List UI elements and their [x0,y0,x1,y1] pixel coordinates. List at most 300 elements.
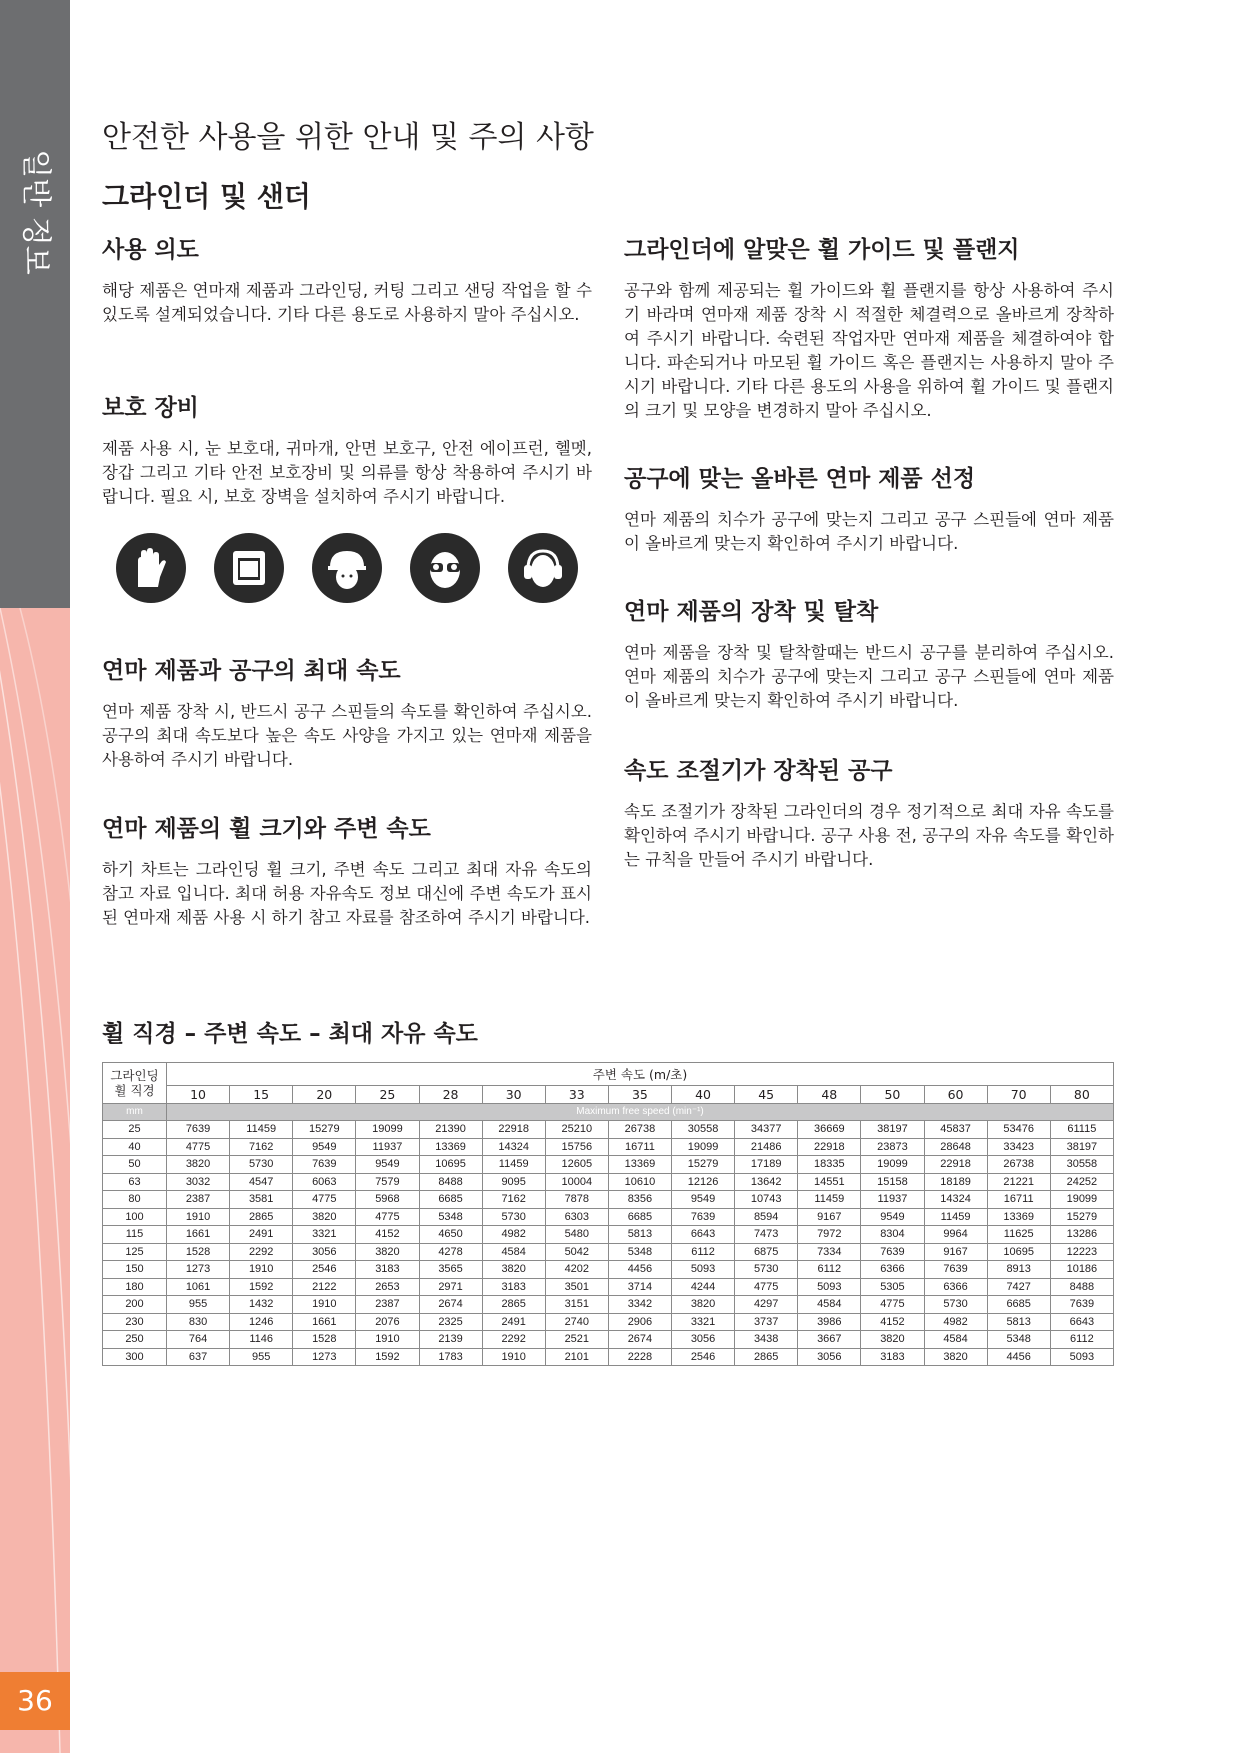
speed-cell: 6366 [861,1261,924,1279]
speed-cell: 830 [167,1313,230,1331]
speed-cell: 19099 [1050,1191,1113,1209]
speed-cell: 2292 [230,1243,293,1261]
speed-cell: 4982 [482,1226,545,1244]
speed-cell: 5348 [987,1331,1050,1349]
gloves-icon [116,533,186,603]
speed-cell: 22918 [924,1156,987,1174]
speed-cell: 11459 [482,1156,545,1174]
face-shield-icon [214,533,284,603]
speed-cell: 7162 [230,1138,293,1156]
speed-cell: 11937 [861,1191,924,1209]
unit-rpm: Maximum free speed (min⁻¹) [167,1103,1114,1121]
speed-cell: 5813 [987,1313,1050,1331]
speed-cell: 7639 [167,1121,230,1139]
speed-cell: 4278 [419,1243,482,1261]
speed-cell: 36669 [798,1121,861,1139]
speed-cell: 8594 [735,1208,798,1226]
speed-cell: 1061 [167,1278,230,1296]
speed-cell: 2674 [419,1296,482,1314]
corner-label-2: 휠 직경 [114,1082,155,1098]
wheel-diameter-cell: 230 [103,1313,167,1331]
section-body: 연마 제품의 치수가 공구에 맞는지 그리고 공구 스핀들에 연마 제품이 올바르게 맞는지 확인하여 주시기 바랍니다. [624,510,1114,553]
speed-cell: 6063 [293,1173,356,1191]
speed-cell: 8304 [861,1226,924,1244]
speed-cell: 1528 [293,1331,356,1349]
speed-cell: 3501 [545,1278,608,1296]
speed-cell: 1910 [167,1208,230,1226]
speed-cell: 30558 [672,1121,735,1139]
speed-cell: 1910 [230,1261,293,1279]
section-body: 연마 제품 장착 시, 반드시 공구 스핀들의 속도를 확인하여 주십시오. 공구의 최대 속도보다 높은 속도 사양을 가지고 있는 연마재 제품을 사용하여 주시기 바랍니다. [102,702,592,769]
speed-cell: 10743 [735,1191,798,1209]
speed-column-header: 33 [545,1086,608,1104]
speed-column-header: 30 [482,1086,545,1104]
speed-cell: 2546 [672,1348,735,1366]
speed-cell: 3183 [861,1348,924,1366]
speed-cell: 6685 [419,1191,482,1209]
table-row [103,1313,1114,1331]
speed-cell: 7639 [293,1156,356,1174]
speed-cell: 1661 [167,1226,230,1244]
speed-cell: 2228 [608,1348,671,1366]
sidebar-title [5,135,65,275]
section-body: 해당 제품은 연마재 제품과 그라인딩, 커팅 그리고 샌딩 작업을 할 수 있도록 설계되었습니다. 기타 다른 용도로 사용하지 말아 주십시오. [102,281,592,324]
speed-cell: 28648 [924,1138,987,1156]
page-number: 36 [0,1672,70,1730]
speed-cell: 16711 [608,1138,671,1156]
section-body: 하기 차트는 그라인딩 휠 크기, 주변 속도 그리고 최대 자유 속도의 참고 자료 입니다. 최대 허용 자유속도 정보 대신에 주변 속도가 표시된 연마재 제품 사용 시 하기 참고 자료를 참조하여 주시기 바랍니다. [102,860,592,927]
speed-cell: 6112 [672,1243,735,1261]
speed-cell: 38197 [861,1121,924,1139]
speed-column-header: 70 [987,1086,1050,1104]
section-title: 그라인더에 알맞은 휠 가이드 및 플랜지 [624,237,1020,263]
speed-cell: 7639 [1050,1296,1113,1314]
speed-cell: 8488 [419,1173,482,1191]
speed-cell: 5093 [1050,1348,1113,1366]
speed-cell: 4775 [735,1278,798,1296]
speed-cell: 4584 [482,1243,545,1261]
speed-cell: 6643 [1050,1313,1113,1331]
speed-cell: 23873 [861,1138,924,1156]
speed-cell: 25210 [545,1121,608,1139]
table-body [103,1121,1114,1366]
speed-cell: 4982 [924,1313,987,1331]
section-mount-dismount [624,597,1114,713]
speed-cell: 2674 [608,1331,671,1349]
speed-cell: 1592 [230,1278,293,1296]
table-row [103,1208,1114,1226]
speed-cell: 10695 [987,1243,1050,1261]
speed-cell: 4775 [167,1138,230,1156]
speed-cell: 9549 [672,1191,735,1209]
speed-cell: 1246 [230,1313,293,1331]
section-title: 사용 의도 [102,237,199,263]
speed-cell: 8356 [608,1191,671,1209]
table-row [103,1226,1114,1244]
table-header-row [103,1063,1114,1086]
speed-cell: 4584 [798,1296,861,1314]
speed-cell: 3056 [798,1348,861,1366]
section-body: 제품 사용 시, 눈 보호대, 귀마개, 안면 보호구, 안전 에이프런, 헬멧, 장갑 그리고 기타 안전 보호장비 및 의류를 항상 착용하여 주시기 바랍니다. 필요 시, 보호 장벽을 설치하여 주시기 바랍니다. [102,439,592,506]
speed-cell: 5730 [735,1261,798,1279]
speed-cell: 22918 [482,1121,545,1139]
speed-cell: 1910 [356,1331,419,1349]
speed-cell: 7972 [798,1226,861,1244]
speed-cell: 955 [230,1348,293,1366]
speed-cell: 3183 [482,1278,545,1296]
speed-cell: 14551 [798,1173,861,1191]
speed-cell: 1273 [293,1348,356,1366]
wheel-diameter-cell: 115 [103,1226,167,1244]
speed-cell: 6685 [987,1296,1050,1314]
sidebar-gray-panel [0,0,70,608]
speed-cell: 16711 [987,1191,1050,1209]
speed-cell: 955 [167,1296,230,1314]
section-wheel-size-speed [102,814,592,930]
speed-cell: 2865 [482,1296,545,1314]
speed-cell: 5042 [545,1243,608,1261]
speed-cell: 4775 [861,1296,924,1314]
wheel-diameter-cell: 125 [103,1243,167,1261]
speed-cell: 13369 [608,1156,671,1174]
speed-table [102,1062,1114,1366]
speed-column-header: 35 [608,1086,671,1104]
table-row [103,1331,1114,1349]
speed-cell: 3151 [545,1296,608,1314]
speed-cell: 3820 [293,1208,356,1226]
speed-cell: 13642 [735,1173,798,1191]
speed-cell: 6112 [1050,1331,1113,1349]
speed-cell: 21486 [735,1138,798,1156]
speed-cell: 1146 [230,1331,293,1349]
speed-cell: 10186 [1050,1261,1113,1279]
section-title: 연마 제품의 휠 크기와 주변 속도 [102,816,431,842]
ear-protection-icon [508,533,578,603]
wheel-diameter-cell: 250 [103,1331,167,1349]
speed-cell: 8488 [1050,1278,1113,1296]
speed-cell: 9167 [798,1208,861,1226]
section-title: 보호 장비 [102,395,199,421]
page-title: 안전한 사용을 위한 안내 및 주의 사항 [102,120,594,155]
speed-cell: 3056 [672,1331,735,1349]
speed-cell: 10004 [545,1173,608,1191]
speed-cell: 4775 [356,1208,419,1226]
speed-cell: 3032 [167,1173,230,1191]
speed-cell: 6643 [672,1226,735,1244]
decorative-curves [0,608,70,1753]
speed-cell: 3342 [608,1296,671,1314]
section-wheel-guide-flange [624,235,1114,423]
speed-cell: 9549 [861,1208,924,1226]
speed-cell: 2491 [482,1313,545,1331]
speed-cell: 15756 [545,1138,608,1156]
speed-cell: 7639 [924,1261,987,1279]
speed-cell: 2139 [419,1331,482,1349]
unit-row [103,1103,1114,1121]
helmet-icon [312,533,382,603]
speed-cell: 5348 [419,1208,482,1226]
wheel-diameter-cell: 63 [103,1173,167,1191]
sidebar-pink-panel [0,608,70,1753]
speed-cell: 10610 [608,1173,671,1191]
wheel-diameter-cell: 40 [103,1138,167,1156]
speed-cell: 5968 [356,1191,419,1209]
speed-cell: 11459 [798,1191,861,1209]
speed-cell: 19099 [356,1121,419,1139]
speed-cell: 3820 [924,1348,987,1366]
speed-cell: 2740 [545,1313,608,1331]
speed-cell: 22918 [798,1138,861,1156]
speed-cell: 19099 [861,1156,924,1174]
speed-cell: 15279 [293,1121,356,1139]
speed-cell: 15279 [672,1156,735,1174]
speed-cell: 11937 [356,1138,419,1156]
corner-label-1: 그라인딩 [110,1067,159,1083]
section-title: 연마 제품과 공구의 최대 속도 [102,658,401,684]
speed-cell: 11459 [924,1208,987,1226]
speed-cell: 2521 [545,1331,608,1349]
speed-cell: 1661 [293,1313,356,1331]
speed-cell: 4202 [545,1261,608,1279]
speed-cell: 4547 [230,1173,293,1191]
speed-cell: 7334 [798,1243,861,1261]
speed-cell: 3737 [735,1313,798,1331]
table-row [103,1348,1114,1366]
speed-cell: 13286 [1050,1226,1113,1244]
speed-cell: 24252 [1050,1173,1113,1191]
table-row [103,1296,1114,1314]
speed-cell: 5730 [482,1208,545,1226]
table-row [103,1261,1114,1279]
wheel-diameter-cell: 150 [103,1261,167,1279]
speed-column-header: 40 [672,1086,735,1104]
table-title: 휠 직경 – 주변 속도 – 최대 자유 속도 [102,1021,478,1047]
ppe-icons [116,533,596,605]
speed-cell: 10695 [419,1156,482,1174]
speed-cell: 4456 [987,1348,1050,1366]
speed-cell: 2546 [293,1261,356,1279]
speed-cell: 61115 [1050,1121,1113,1139]
speed-cell: 2387 [167,1191,230,1209]
speed-cell: 9964 [924,1226,987,1244]
section-protective-gear [102,393,592,509]
speeds-row [103,1086,1114,1104]
speed-cell: 4152 [356,1226,419,1244]
speed-cell: 3820 [861,1331,924,1349]
section-max-speed [102,656,592,772]
speed-cell: 6366 [924,1278,987,1296]
speed-cell: 3714 [608,1278,671,1296]
section-product-selection [624,464,1114,556]
speed-cell: 1528 [167,1243,230,1261]
speed-cell: 14324 [924,1191,987,1209]
wheel-diameter-cell: 180 [103,1278,167,1296]
speed-cell: 637 [167,1348,230,1366]
speed-cell: 1432 [230,1296,293,1314]
speed-cell: 4650 [419,1226,482,1244]
speed-column-header: 15 [230,1086,293,1104]
speed-cell: 3986 [798,1313,861,1331]
section-title: 연마 제품의 장착 및 탈착 [624,599,879,625]
speed-cell: 9549 [356,1156,419,1174]
speed-cell: 6112 [798,1261,861,1279]
speed-column-header: 45 [735,1086,798,1104]
speed-cell: 6303 [545,1208,608,1226]
section-speed-controller [624,756,1114,872]
speed-cell: 5730 [230,1156,293,1174]
speed-cell: 2122 [293,1278,356,1296]
speed-cell: 11459 [230,1121,293,1139]
speed-cell: 7878 [545,1191,608,1209]
speed-cell: 9549 [293,1138,356,1156]
speed-cell: 17189 [735,1156,798,1174]
wheel-diameter-cell: 50 [103,1156,167,1174]
wheel-diameter-cell: 80 [103,1191,167,1209]
speed-cell: 11625 [987,1226,1050,1244]
speed-cell: 6685 [608,1208,671,1226]
speed-cell: 2865 [735,1348,798,1366]
speed-cell: 3565 [419,1261,482,1279]
speed-cell: 19099 [672,1138,735,1156]
speed-cell: 1783 [419,1348,482,1366]
table-row [103,1156,1114,1174]
speed-cell: 3820 [482,1261,545,1279]
speed-cell: 8913 [987,1261,1050,1279]
speed-cell: 6875 [735,1243,798,1261]
speed-cell: 3056 [293,1243,356,1261]
speed-cell: 7473 [735,1226,798,1244]
speed-cell: 12126 [672,1173,735,1191]
wheel-diameter-cell: 200 [103,1296,167,1314]
speed-cell: 2653 [356,1278,419,1296]
speed-column-header: 10 [167,1086,230,1104]
main-content [102,0,1114,1753]
speed-cell: 5480 [545,1226,608,1244]
speed-cell: 4775 [293,1191,356,1209]
speed-cell: 33423 [987,1138,1050,1156]
speed-cell: 5348 [608,1243,671,1261]
speed-cell: 30558 [1050,1156,1113,1174]
speed-cell: 26738 [987,1156,1050,1174]
wheel-diameter-cell: 300 [103,1348,167,1366]
speed-column-header: 50 [861,1086,924,1104]
speed-column-header: 28 [419,1086,482,1104]
speed-column-header: 20 [293,1086,356,1104]
speed-cell: 7639 [861,1243,924,1261]
section-body: 속도 조절기가 장착된 그라인더의 경우 정기적으로 최대 자유 속도를 확인하여 주시기 바랍니다. 공구 사용 전, 공구의 자유 속도를 확인하는 규칙을 만들어 주시기 바랍니다. [624,802,1114,869]
speed-cell: 5093 [798,1278,861,1296]
speed-cell: 5305 [861,1278,924,1296]
speed-cell: 3820 [167,1156,230,1174]
speed-cell: 18335 [798,1156,861,1174]
speed-column-header: 48 [798,1086,861,1104]
wheel-diameter-cell: 100 [103,1208,167,1226]
speed-cell: 12223 [1050,1243,1113,1261]
speed-cell: 7639 [672,1208,735,1226]
speed-cell: 26738 [608,1121,671,1139]
speed-cell: 7579 [356,1173,419,1191]
speed-cell: 3820 [356,1243,419,1261]
speed-cell: 2325 [419,1313,482,1331]
table-row [103,1278,1114,1296]
speed-cell: 4456 [608,1261,671,1279]
table-row [103,1121,1114,1139]
speed-cell: 2971 [419,1278,482,1296]
speed-cell: 2387 [356,1296,419,1314]
speed-cell: 18189 [924,1173,987,1191]
section-body: 연마 제품을 장착 및 탈착할때는 반드시 공구를 분리하여 주십시오. 연마 제품의 치수가 공구에 맞는지 그리고 공구 스핀들에 연마 제품이 올바르게 맞는지 확인하여 주시기 바랍니다. [624,643,1114,710]
corner-header [103,1063,167,1104]
speed-cell: 15279 [1050,1208,1113,1226]
speed-cell: 15158 [861,1173,924,1191]
section-title: 속도 조절기가 장착된 공구 [624,758,893,784]
speed-cell: 13369 [987,1208,1050,1226]
speed-cell: 3183 [356,1261,419,1279]
speed-cell: 1910 [293,1296,356,1314]
speed-cell: 3321 [293,1226,356,1244]
speed-cell: 13369 [419,1138,482,1156]
section-title: 공구에 맞는 올바른 연마 제품 선정 [624,466,976,492]
speed-cell: 45837 [924,1121,987,1139]
speed-cell: 3820 [672,1296,735,1314]
section-intended-use [102,235,592,327]
table-row [103,1173,1114,1191]
table-row [103,1191,1114,1209]
speed-cell: 2101 [545,1348,608,1366]
speed-cell: 4152 [861,1313,924,1331]
speed-header: 주변 속도 (m/초) [167,1063,1114,1086]
speed-cell: 9095 [482,1173,545,1191]
page-subtitle: 그라인더 및 샌더 [102,180,311,213]
speed-cell: 3321 [672,1313,735,1331]
speed-cell: 12605 [545,1156,608,1174]
speed-cell: 4297 [735,1296,798,1314]
speed-cell: 5093 [672,1261,735,1279]
speed-cell: 764 [167,1331,230,1349]
speed-cell: 4584 [924,1331,987,1349]
speed-cell: 2491 [230,1226,293,1244]
speed-cell: 7427 [987,1278,1050,1296]
table-row [103,1138,1114,1156]
speed-cell: 4244 [672,1278,735,1296]
speed-column-header: 60 [924,1086,987,1104]
speed-cell: 2292 [482,1331,545,1349]
speed-cell: 34377 [735,1121,798,1139]
speed-cell: 3438 [735,1331,798,1349]
speed-cell: 5730 [924,1296,987,1314]
speed-column-header: 25 [356,1086,419,1104]
speed-column-header: 80 [1050,1086,1113,1104]
wheel-diameter-cell: 25 [103,1121,167,1139]
speed-cell: 7162 [482,1191,545,1209]
speed-cell: 1273 [167,1261,230,1279]
table-row [103,1243,1114,1261]
unit-mm: mm [103,1103,167,1121]
speed-cell: 2865 [230,1208,293,1226]
speed-cell: 1592 [356,1348,419,1366]
speed-cell: 9167 [924,1243,987,1261]
speed-cell: 3667 [798,1331,861,1349]
speed-cell: 2906 [608,1313,671,1331]
speed-cell: 38197 [1050,1138,1113,1156]
speed-cell: 21221 [987,1173,1050,1191]
speed-cell: 3581 [230,1191,293,1209]
speed-cell: 14324 [482,1138,545,1156]
speed-cell: 5813 [608,1226,671,1244]
speed-cell: 53476 [987,1121,1050,1139]
sidebar-title-text: 일반 정보 [18,149,53,275]
speed-cell: 2076 [356,1313,419,1331]
